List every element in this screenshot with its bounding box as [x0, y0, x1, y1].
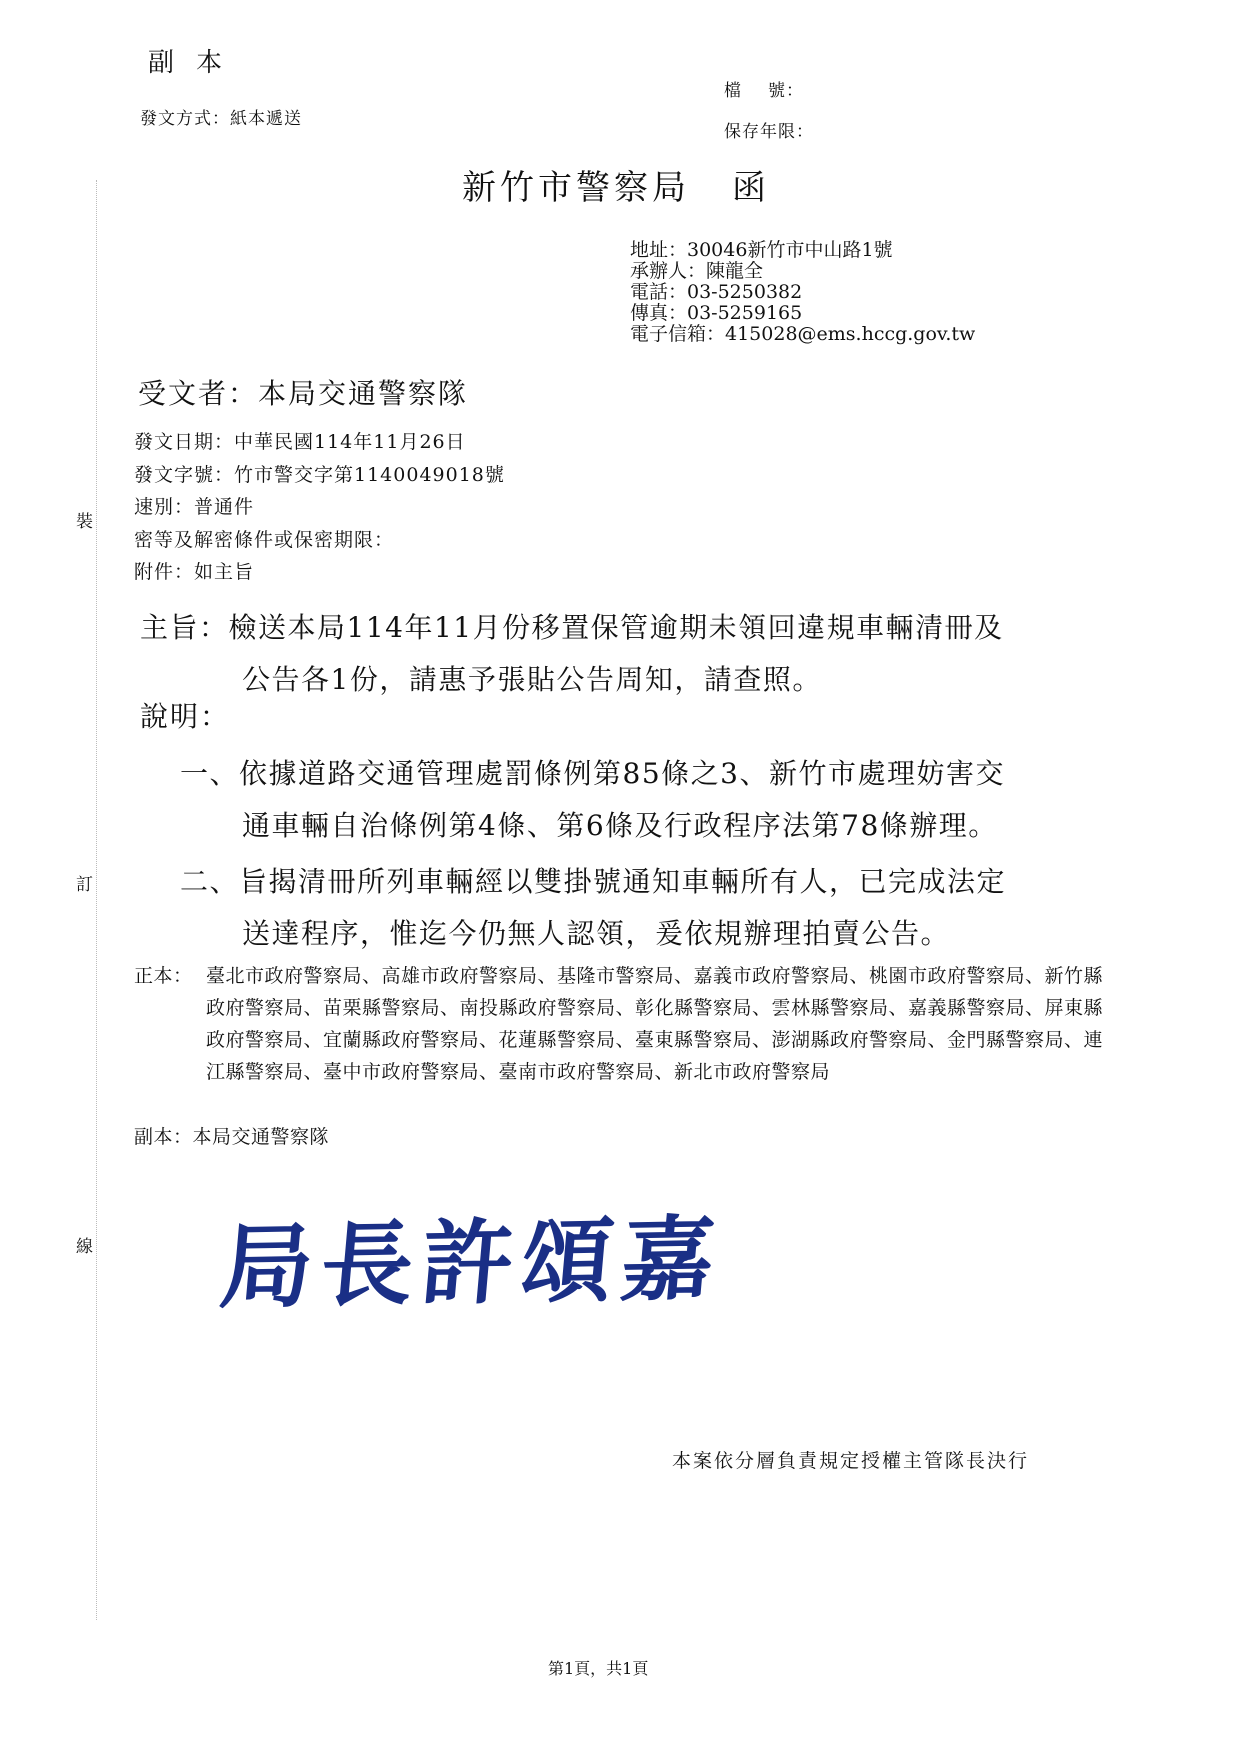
file-number-label-char1: 檔 — [724, 81, 742, 101]
contact-fax: 傳真：03-5259165 — [630, 302, 803, 324]
recipients-block — [134, 960, 1114, 1088]
explanation-heading: 說明： — [140, 700, 231, 733]
contact-block — [630, 240, 975, 345]
explanation-item-line-2: 通車輛自治條例第4條、第6條及行政程序法第78條辦理。 — [242, 809, 998, 842]
binding-mark-ding: 訂 — [76, 868, 93, 897]
contact-handler: 承辦人：陳龍全 — [630, 260, 764, 282]
explanation-item-line-1: 一、依據道路交通管理處罰條例第85條之3、新竹市處理妨害交 — [180, 757, 1005, 790]
binding-dotted-line — [96, 180, 97, 1620]
copy-label: 副本 — [148, 48, 245, 78]
delivery-speed: 速別：普通件 — [134, 496, 255, 518]
contact-phone: 電話：03-5250382 — [630, 281, 803, 303]
recipients-list: 臺北市政府警察局、高雄市政府警察局、基隆市警察局、嘉義市政府警察局、桃園市政府警察局、新竹縣政府警察局、苗栗縣警察局、南投縣政府警察局、彰化縣警察局、雲林縣警察局、嘉義縣警察局、屏東縣政府警察局、宜蘭縣政府警察局、花蓮縣警察局、臺東縣警察局、澎湖縣政府警察局、金門縣警察局、連江縣警察局、臺中市政府警察局、臺南市政府警察局、新北市政府警察局 — [206, 965, 1104, 1083]
attachment: 附件：如主旨 — [134, 561, 255, 583]
binding-mark-xian: 線 — [76, 1230, 93, 1259]
contact-email: 電子信箱：415028@ems.hccg.gov.tw — [630, 323, 976, 345]
recipients-label: 正本： — [134, 965, 193, 987]
explanation-item — [180, 856, 1006, 960]
classification: 密等及解密條件或保密期限： — [134, 528, 395, 551]
authority-note: 本案依分層負責規定授權主管隊長決行 — [672, 1450, 1030, 1472]
document-meta — [134, 426, 505, 589]
director-signature: 局長許頌嘉 — [216, 1204, 727, 1322]
cc-line: 副本：本局交通警察隊 — [134, 1126, 330, 1148]
file-number-label — [724, 76, 804, 101]
page-number: 第1頁，共1頁 — [548, 1659, 649, 1678]
issue-date: 發文日期：中華民國114年11月26日 — [134, 431, 466, 453]
explanation-list — [180, 748, 1006, 964]
document-number: 發文字號：竹市警交字第1140049018號 — [134, 463, 505, 486]
file-number-label-char2: 號： — [768, 81, 804, 101]
explanation-item-line-2: 送達程序，惟迄今仍無人認領，爰依規辦理拍賣公告。 — [242, 917, 951, 950]
retention-label: 保存年限： — [724, 122, 814, 142]
explanation-item-line-1: 二、旨揭清冊所列車輛經以雙掛號通知車輛所有人，已完成法定 — [180, 865, 1007, 898]
document-type: 函 — [732, 168, 770, 208]
subject-line-2: 公告各1份，請惠予張貼公告周知，請查照。 — [242, 663, 822, 696]
agency-name: 新竹市警察局 — [462, 168, 690, 208]
receiver: 受文者：本局交通警察隊 — [138, 377, 469, 410]
send-method: 發文方式：紙本遞送 — [140, 109, 302, 129]
binding-mark-zhuang: 裝 — [76, 505, 93, 534]
subject-line-1: 主旨：檢送本局114年11月份移置保管逾期未領回違規車輛清冊及 — [140, 611, 1004, 644]
document-title — [462, 160, 770, 209]
subject-block — [140, 602, 1004, 706]
contact-address: 地址：30046新竹市中山路1號 — [630, 239, 893, 261]
explanation-item — [180, 748, 1006, 852]
